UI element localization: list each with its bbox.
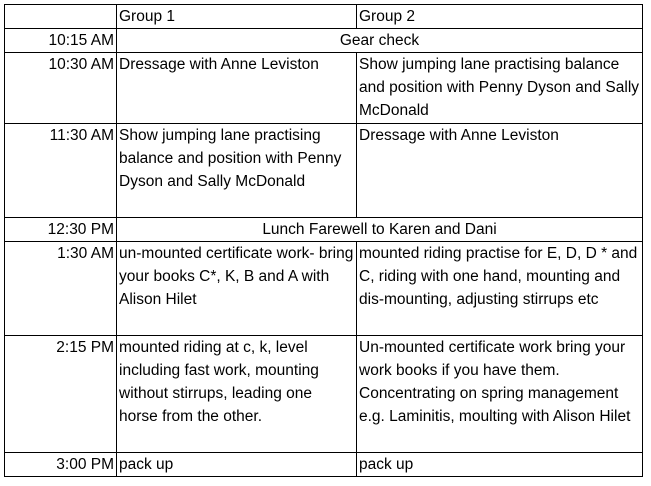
header-group-2: Group 2 [357, 5, 643, 29]
time-cell: 11:30 AM [5, 124, 117, 218]
gear-check-cell: Gear check [117, 29, 643, 53]
schedule-table [4, 4, 643, 477]
header-group-1: Group 1 [117, 5, 357, 29]
table-row [5, 124, 643, 218]
table-row [5, 453, 643, 477]
time-cell: 10:15 AM [5, 29, 117, 53]
group-1-cell: Dressage with Anne Leviston [117, 53, 357, 124]
group-2-cell: Show jumping lane practising balance and position with Penny Dyson and Sally McDonald [357, 53, 643, 124]
time-cell: 1:30 AM [5, 242, 117, 336]
table-row [5, 218, 643, 242]
table-row [5, 242, 643, 336]
group-1-cell: un-mounted certificate work- bring your books C*, K, B and A with Alison Hilet [117, 242, 357, 336]
group-1-cell: pack up [117, 453, 357, 477]
group-2-cell: pack up [357, 453, 643, 477]
header-time-cell [5, 5, 117, 29]
group-1-cell: mounted riding at c, k, level including fast work, mounting without stirrups, leading one horse from the other. [117, 336, 357, 453]
group-2-cell: Dressage with Anne Leviston [357, 124, 643, 218]
group-2-cell: Un-mounted certificate work bring your work books if you have them. Concentrating on spring management e.g. Laminitis, moulting with Alison Hilet [357, 336, 643, 453]
table-row [5, 29, 643, 53]
time-cell: 2:15 PM [5, 336, 117, 453]
table-row [5, 336, 643, 453]
group-2-cell: mounted riding practise for E, D, D * and C, riding with one hand, mounting and dis-mounting, adjusting stirrups etc [357, 242, 643, 336]
lunch-cell: Lunch Farewell to Karen and Dani [117, 218, 643, 242]
group-1-cell: Show jumping lane practising balance and position with Penny Dyson and Sally McDonald [117, 124, 357, 218]
table-row [5, 53, 643, 124]
header-row [5, 5, 643, 29]
time-cell: 10:30 AM [5, 53, 117, 124]
time-cell: 12:30 PM [5, 218, 117, 242]
time-cell: 3:00 PM [5, 453, 117, 477]
